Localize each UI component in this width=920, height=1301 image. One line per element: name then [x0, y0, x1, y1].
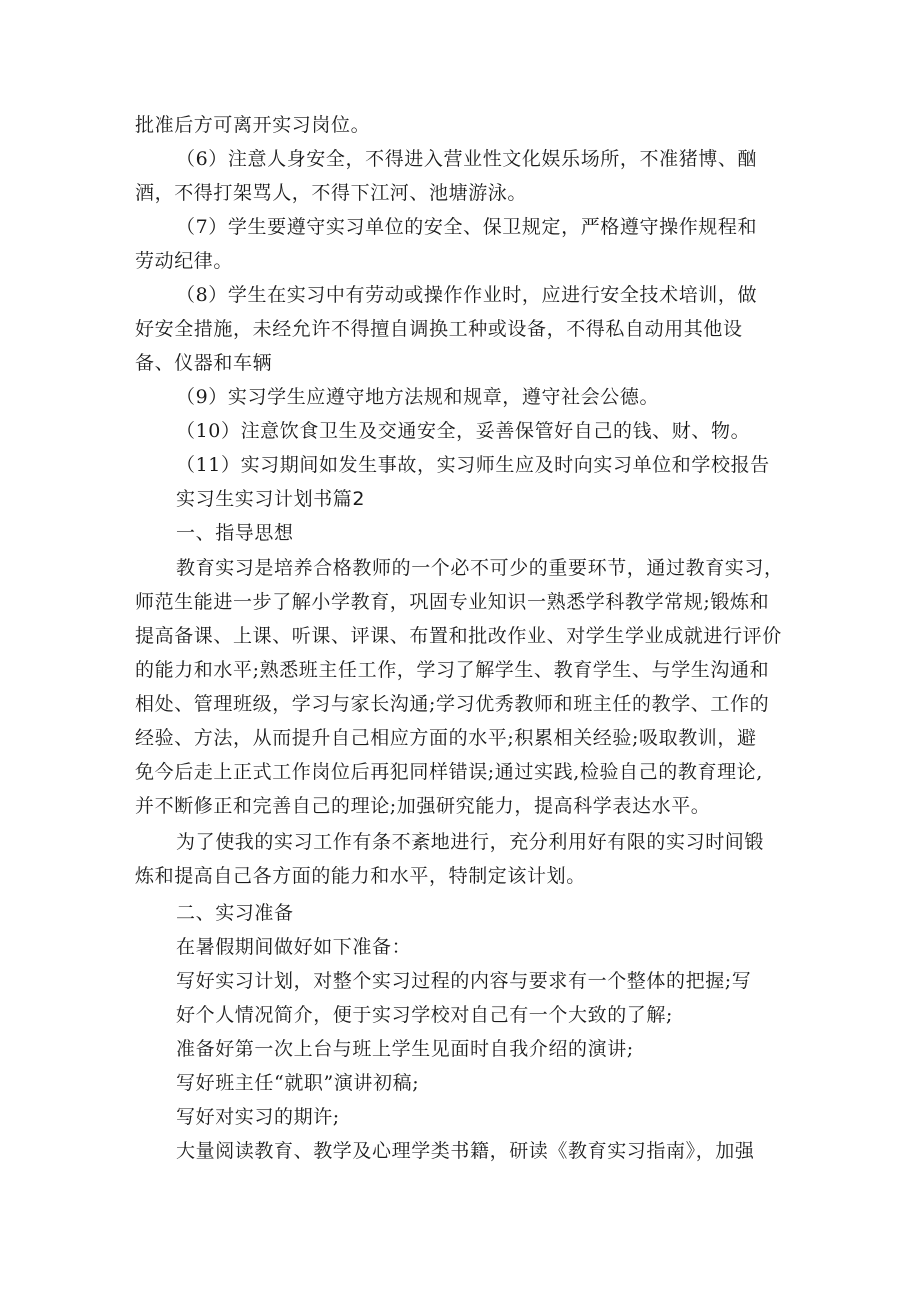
prep-item-1-line-2: 好个人情况简介，便于实习学校对自己有一个大致的了解; [176, 1004, 674, 1026]
rule-7-line-2: 劳动纪律。 [135, 250, 234, 272]
prep-intro: 在暑假期间做好如下准备： [176, 936, 412, 958]
rule-7-line-1: （7）学生要遵守实习单位的安全、保卫规定，严格遵守操作规程和 [176, 216, 758, 238]
prep-item-1-line-1: 写好实习计划，对整个实习过程的内容与要求有一个整体的把握;写 [176, 970, 752, 992]
paragraph-1-line-3: 提高备课、上课、听课、评课、布置和批改作业、对学生学业成就进行评价 [135, 625, 782, 647]
paragraph-1-line-1: 教育实习是培养合格教师的一个必不可少的重要环节，通过教育实习， [176, 557, 784, 579]
paragraph-1-line-4: 的能力和水平;熟悉班主任工作，学习了解学生、教育学生、与学生沟通和 [135, 659, 770, 681]
paragraph-1-line-2: 师范生能进一步了解小学教育，巩固专业知识一熟悉学科教学常规;锻炼和 [135, 591, 770, 613]
subheading-preparation: 二、实习准备 [176, 902, 294, 924]
rule-8-line-1: （8）学生在实习中有劳动或操作作业时，应进行安全技术培训，做 [176, 284, 758, 306]
paragraph-2-line-2: 炼和提高自己各方面的能力和水平，特制定该计划。 [135, 865, 586, 887]
rule-8-line-2: 好安全措施，未经允许不得擅自调换工种或设备，不得私自动用其他设 [135, 318, 743, 340]
section-heading: 实习生实习计划书篇2 [176, 488, 366, 510]
prep-item-2: 准备好第一次上台与班上学生见面时自我介绍的演讲; [176, 1038, 634, 1060]
rule-8-line-3: 备、仪器和车辆 [135, 352, 273, 374]
rule-6-line-1: （6）注意人身安全，不得进入营业性文化娱乐场所，不准猪博、酗 [176, 148, 758, 170]
prep-item-5: 大量阅读教育、教学及心理学类书籍，研读《教育实习指南》，加强 [176, 1140, 755, 1162]
prep-item-3: 写好班主任“就职”演讲初稿; [176, 1072, 420, 1094]
prep-item-4: 写好对实习的期许; [176, 1106, 340, 1128]
rule-6-line-2: 酒，不得打架骂人，不得下江河、池塘游泳。 [135, 182, 528, 204]
rule-10-line: （10）注意饮食卫生及交通安全，妥善保管好自己的钱、财、物。 [176, 420, 751, 442]
paragraph-1-line-8: 并不断修正和完善自己的理论;加强研究能力，提高科学表达水平。 [135, 795, 711, 817]
paragraph-2-line-1: 为了使我的实习工作有条不紊地进行，充分利用好有限的实习时间锻 [176, 831, 765, 853]
paragraph-1-line-6: 经验、方法，从而提升自己相应方面的水平;积累相关经验;吸取教训，避 [135, 727, 757, 749]
paragraph-1-line-5: 相处、管理班级，学习与家长沟通;学习优秀教师和班主任的教学、工作的 [135, 693, 770, 715]
paragraph-1-line-7: 免今后走上正式工作岗位后再犯同样错误;通过实践,检验自己的教育理论, [135, 761, 763, 783]
rule-9-line: （9）实习学生应遵守地方法规和规章，遵守社会公德。 [176, 386, 660, 408]
rule-11-line: （11）实习期间如发生事故，实习师生应及时向实习单位和学校报告 [176, 454, 770, 476]
subheading-guiding-thought: 一、指导思想 [176, 522, 294, 544]
text-line: 批准后方可离开实习岗位。 [135, 114, 371, 136]
